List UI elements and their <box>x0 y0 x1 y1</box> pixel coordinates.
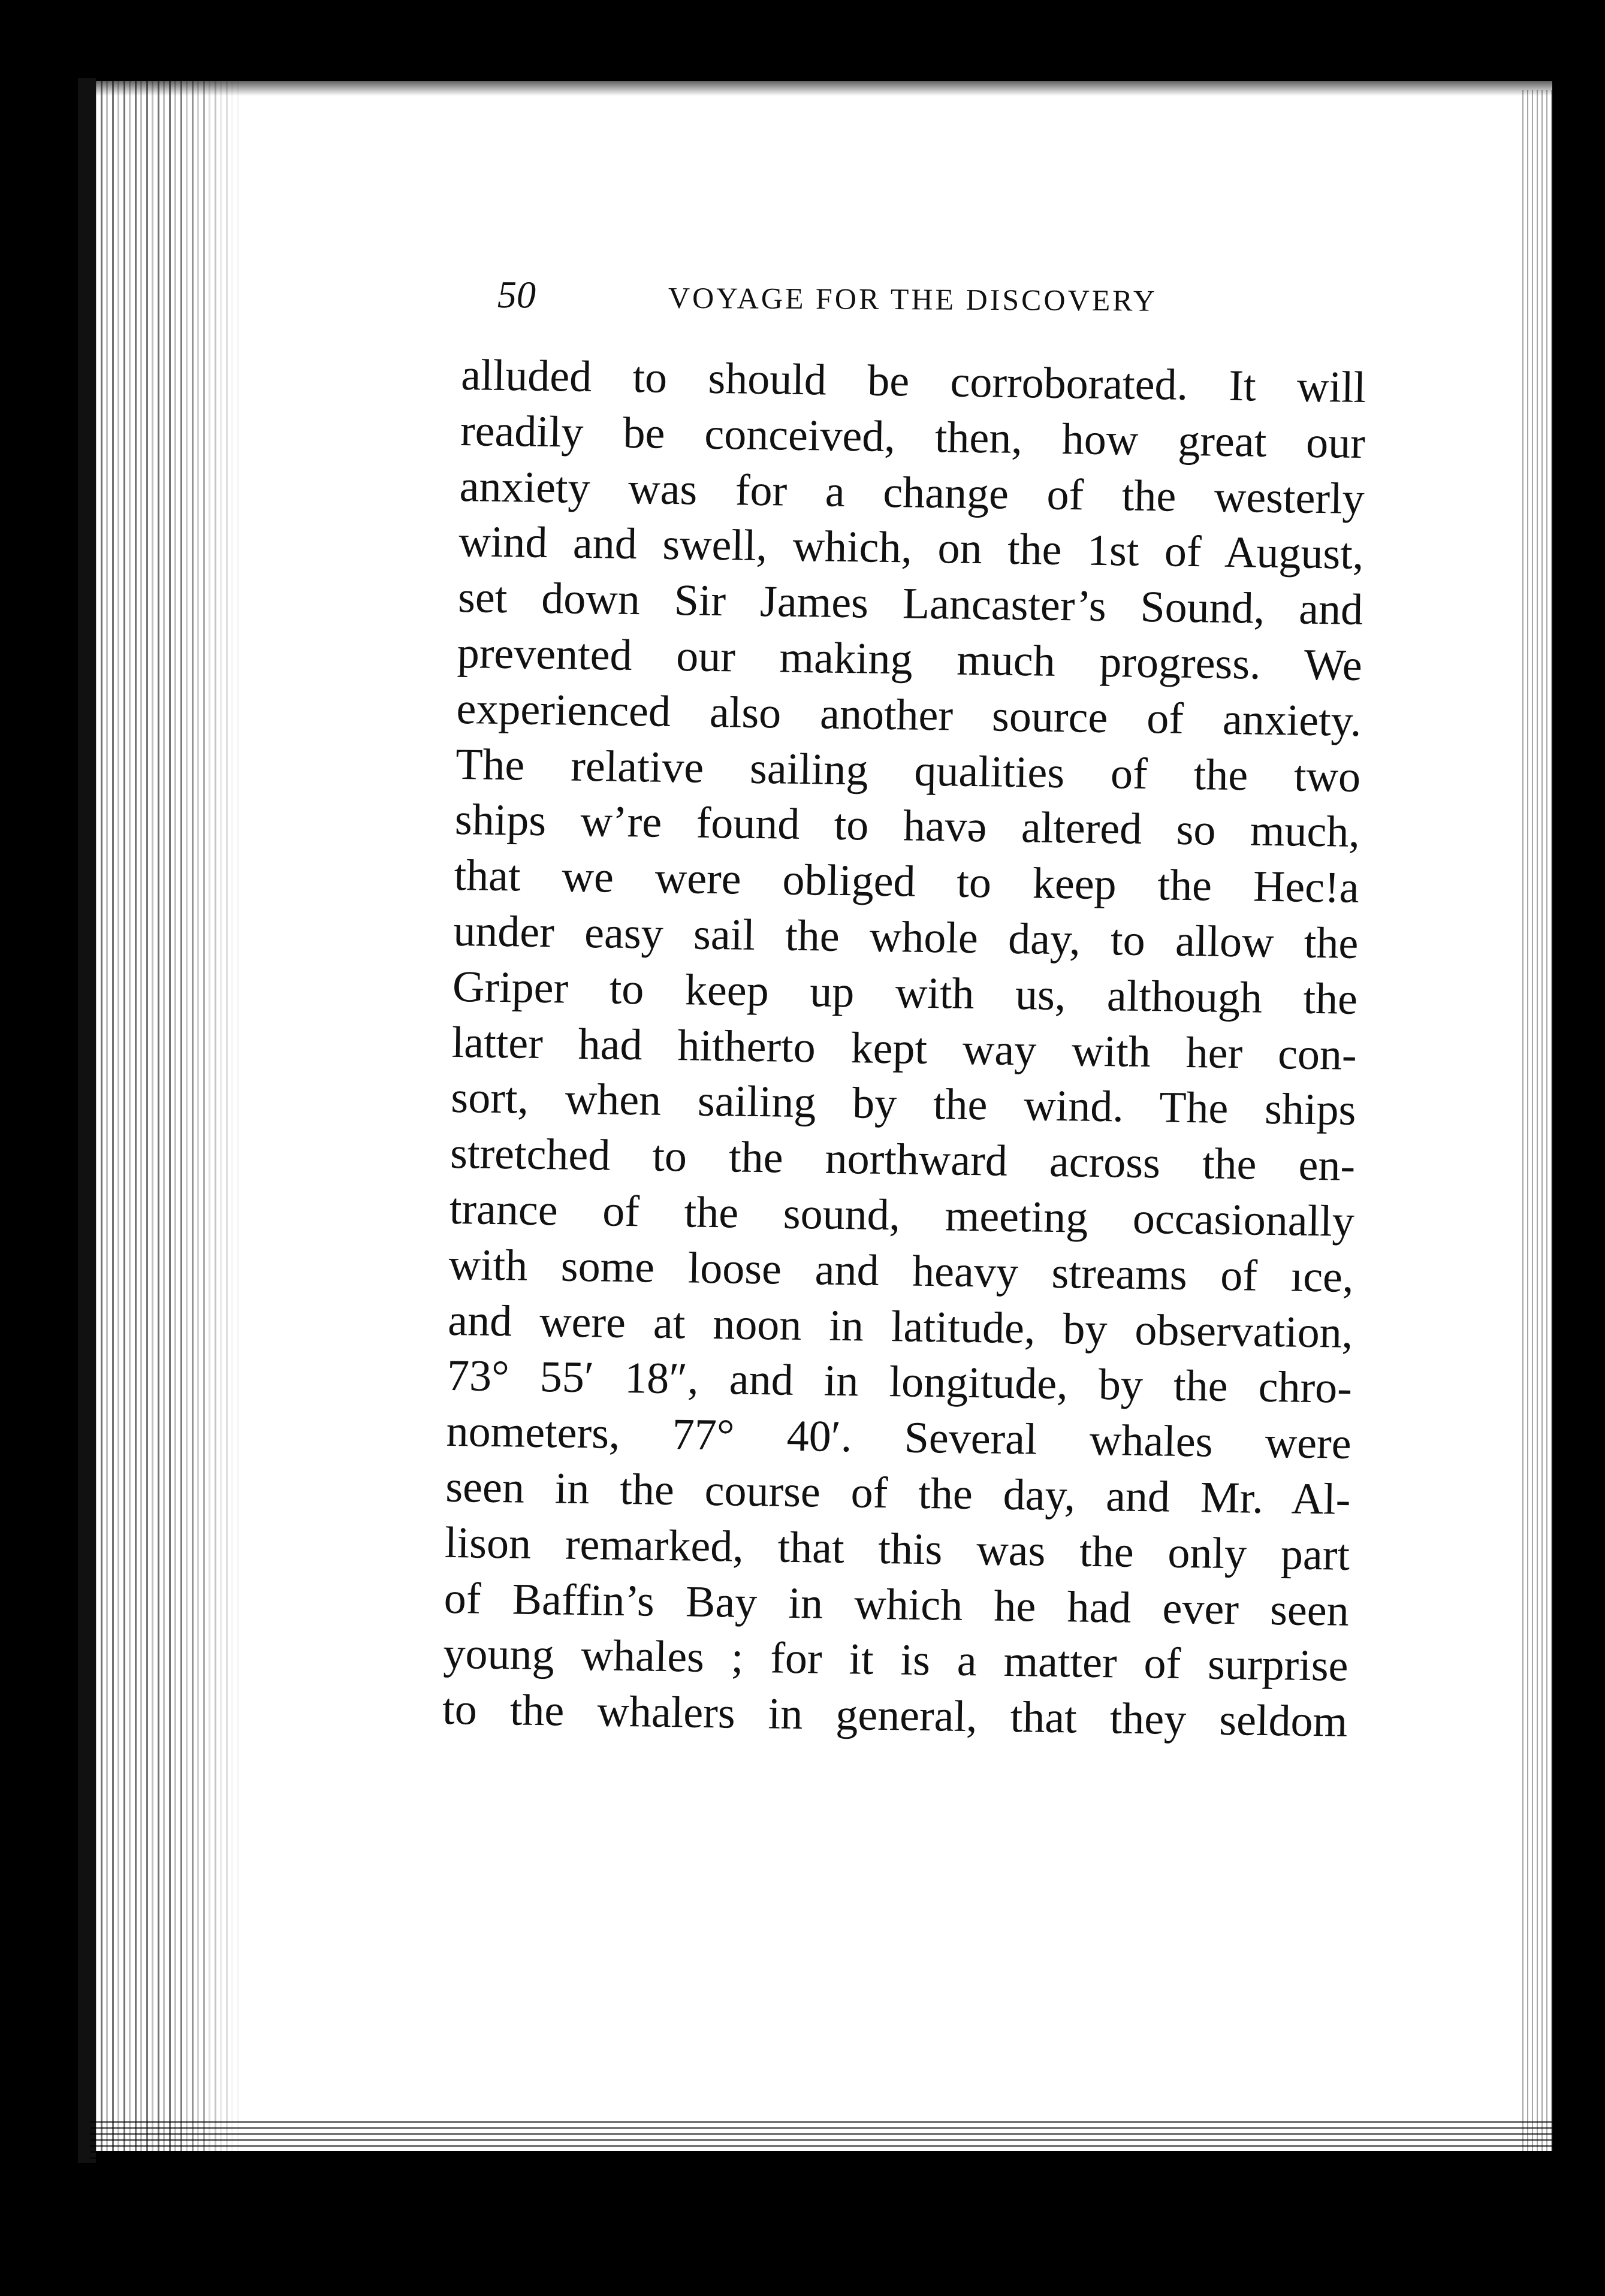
text-line: The relative sailing qualities of the two <box>455 739 1361 802</box>
running-head <box>497 271 1223 323</box>
text-line: latter had hitherto kept way with her con- <box>451 1017 1357 1080</box>
text-line: trance of the sound, meeting occasionally <box>449 1184 1355 1246</box>
running-title: VOYAGE FOR THE DISCOVERY <box>668 280 1158 318</box>
book-gutter <box>78 78 243 2157</box>
bottom-page-edge <box>90 2121 1558 2169</box>
text-line: sort, when sailing by the wind. The ships <box>450 1073 1356 1135</box>
right-page-edge <box>1522 90 1558 2151</box>
body-text <box>442 348 1366 1750</box>
text-line: prevented our making much progress. We <box>457 628 1363 691</box>
text-line: of Baffin’s Bay in which he had ever seen <box>444 1573 1350 1636</box>
text-line: 73° 55′ 18″, and in longitude, by the chro- <box>446 1351 1353 1413</box>
page-number: 50 <box>497 273 536 316</box>
text-line: ships w’re found to havə altered so much, <box>454 795 1360 857</box>
text-line: lison remarked, that this was the only part <box>444 1518 1350 1580</box>
text-line: to the whalers in general, that they seldom <box>442 1684 1348 1747</box>
text-line: nometers, 77° 40′. Several whales were <box>446 1406 1352 1469</box>
text-line: young whales ; for it is a matter of surprise <box>442 1629 1348 1691</box>
text-line: experienced also another source of anxiety. <box>456 684 1362 746</box>
text-line: wind and swell, which, on the 1st of August, <box>458 517 1364 579</box>
text-line: and were at noon in latitude, by observation, <box>447 1295 1353 1358</box>
text-line: that we were obliged to keep the Hec!a <box>454 851 1360 913</box>
text-line: alluded to should be corroborated. It will <box>460 350 1366 413</box>
text-line: under easy sail the whole day, to allow the <box>452 906 1359 968</box>
text-line: seen in the course of the day, and Mr. Al- <box>445 1462 1351 1524</box>
text-line: Griper to keep up with us, although the <box>452 962 1358 1024</box>
text-line: anxiety was for a change of the westerly <box>459 461 1365 524</box>
top-shadow <box>90 72 1558 96</box>
right-scan-border <box>1558 0 1605 2296</box>
text-line: set down Sir James Lancaster’s Sound, and <box>457 573 1363 635</box>
text-line: readily be conceived, then, how great our <box>460 406 1366 468</box>
gutter-edge <box>78 78 96 2163</box>
bottom-scan-border <box>0 2169 1605 2296</box>
text-line: with some loose and heavy streams of ıce, <box>448 1240 1354 1302</box>
text-line: stretched to the northward across the en- <box>449 1129 1356 1191</box>
